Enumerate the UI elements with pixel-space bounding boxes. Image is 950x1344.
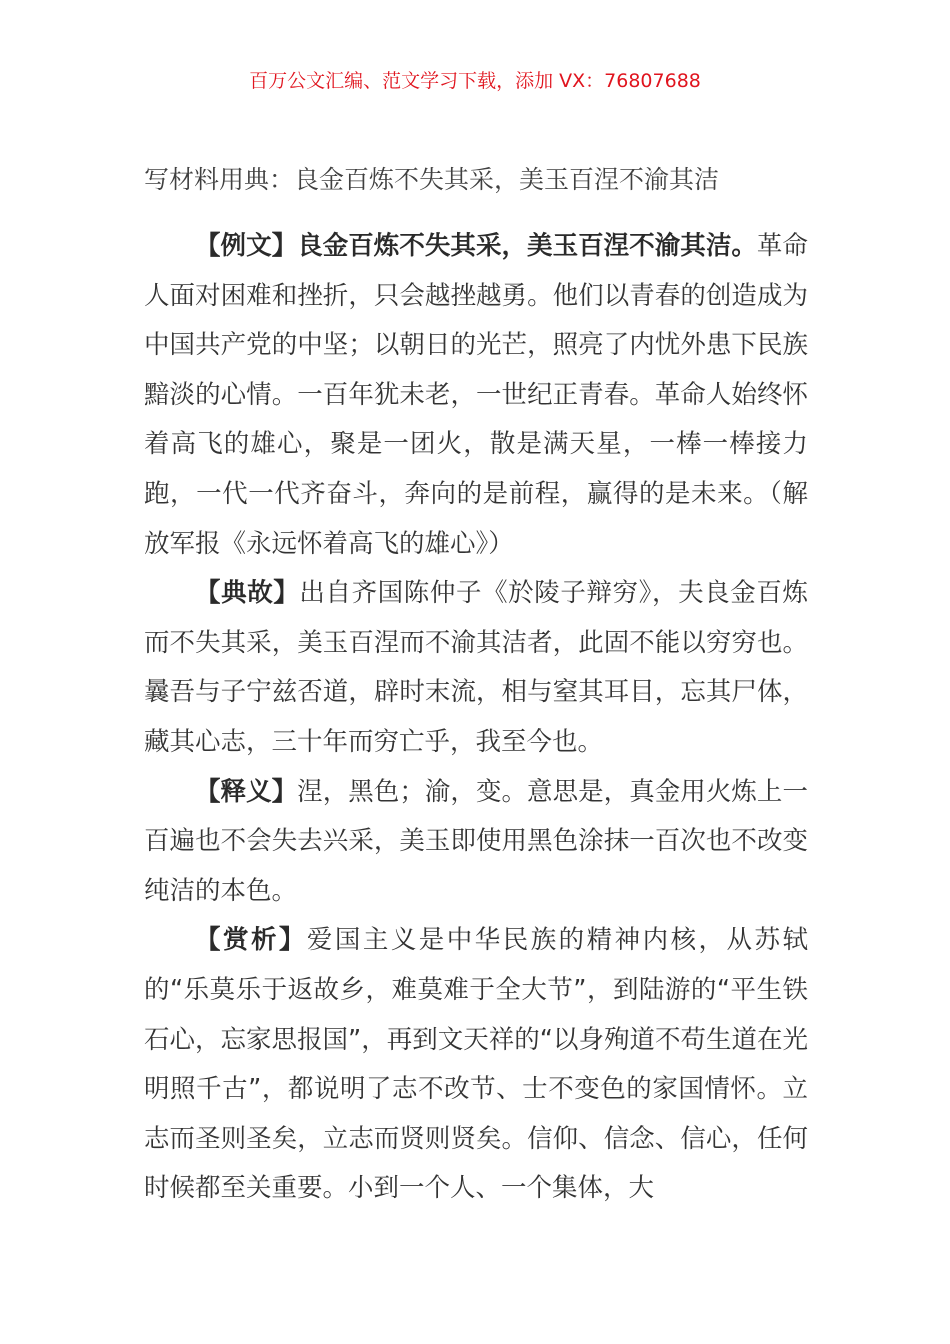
paragraph-text: 出自齐国陈仲子《於陵子辩穷》，夫良金百炼而不失其采，美玉百涅而不渝其洁者，此固不能以穷穷也。曩吾与子宁兹否道，辟时末流，相与窒其耳目，忘其尸体，藏其心志，三十年而穷亡乎，我至今也。 bbox=[144, 578, 808, 757]
paragraph-example bbox=[144, 222, 808, 569]
paragraph-bold-lead: 良金百炼不失其采，美玉百涅不渝其洁。 bbox=[297, 231, 757, 261]
document-title: 写材料用典：良金百炼不失其采，美玉百涅不渝其洁 bbox=[144, 165, 720, 194]
paragraph-text: 爱国主义是中华民族的精神内核，从苏轼的“乐莫乐于返故乡，难莫难于全大节”，到陆游的“平生铁石心，忘家思报国”，再到文天祥的“以身殉道不苟生道在光明照千古”，都说明了志不改节、士不变色的家国情怀。立志而圣则圣矣，立志而贤则贤矣。信仰、信念、信心，任何时候都至关重要。小到一个人、一个集体，大 bbox=[144, 925, 808, 1204]
paragraph-allusion bbox=[144, 569, 808, 767]
paragraph-analysis bbox=[144, 916, 808, 1214]
paragraph-label: 【例文】 bbox=[195, 231, 298, 261]
paragraph-text: 革命人面对困难和挫折，只会越挫越勇。他们以青春的创造成为中国共产党的中坚；以朝日的光芒，照亮了内忧外患下民族黯淡的心情。一百年犹未老，一世纪正青春。革命人始终怀着高飞的雄心，聚是一团火，散是满天星，一棒一棒接力跑，一代一代齐奋斗，奔向的是前程，赢得的是未来。（解放军报《永远怀着高飞的雄心》） bbox=[144, 231, 808, 559]
document-body bbox=[144, 222, 808, 1214]
header-banner: 百万公文汇编、范文学习下载，添加 VX：76807688 bbox=[249, 70, 701, 92]
paragraph-label: 【典故】 bbox=[195, 578, 300, 609]
paragraph-meaning bbox=[144, 768, 808, 917]
paragraph-label: 【赏析】 bbox=[195, 925, 307, 956]
paragraph-label: 【释义】 bbox=[195, 776, 298, 807]
paragraph-text: 涅，黑色；渝，变。意思是，真金用火炼上一百遍也不会失去兴采，美玉即使用黑色涂抹一百次也不改变纯洁的本色。 bbox=[144, 776, 808, 906]
